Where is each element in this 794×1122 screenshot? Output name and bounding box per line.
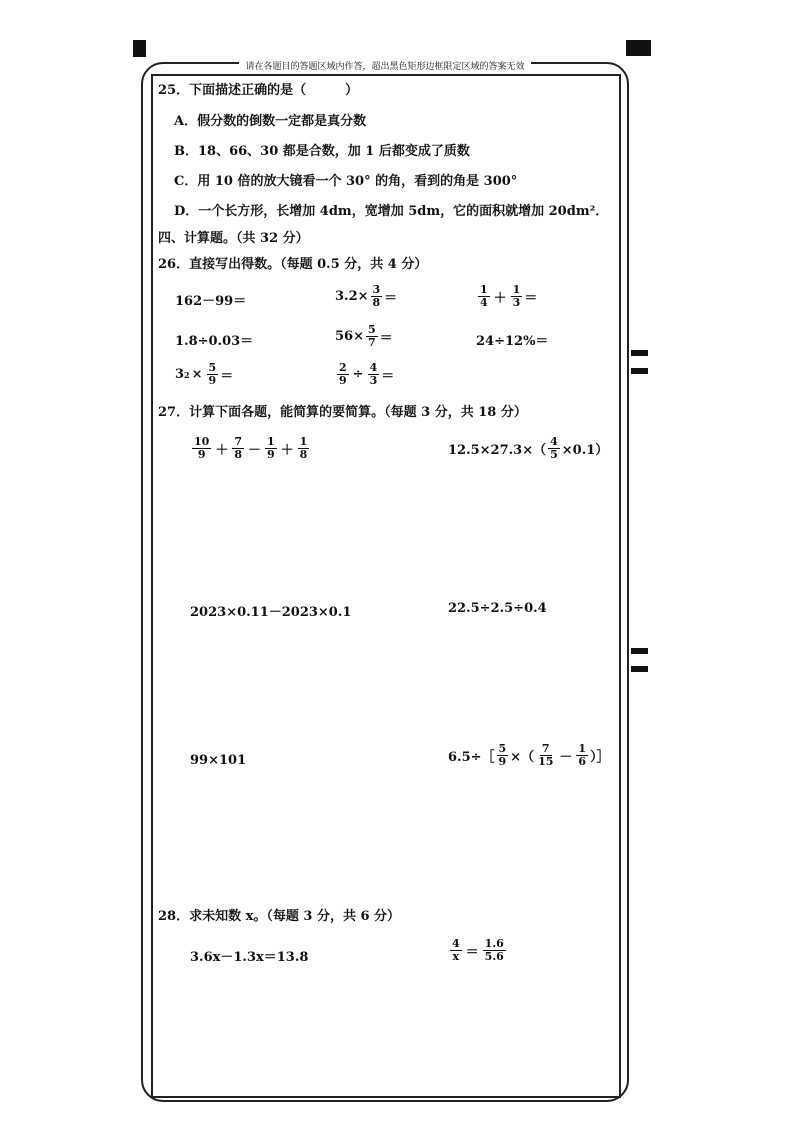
- side-mark-1: [631, 350, 648, 356]
- q26-expr-1: 162－99＝: [175, 293, 247, 309]
- q26-expr-8: $\frac{2}{9}$ ÷ $\frac{4}{3}$ ＝: [339, 361, 395, 387]
- side-mark-3: [631, 648, 648, 654]
- q26-expr-4: 1.8÷0.03＝: [175, 333, 254, 349]
- section-4-heading: 四、计算题。（共 32 分）: [158, 231, 309, 246]
- side-mark-4: [631, 666, 648, 672]
- q26-expr-6: 24÷12%＝: [476, 333, 549, 349]
- answer-area-notice: 请在各题目的答题区域内作答，超出黑色矩形边框限定区域的答案无效: [141, 61, 629, 74]
- q27-stem: 27．计算下面各题，能简算的要简算。（每题 3 分，共 18 分）: [158, 405, 527, 420]
- q25-option-d: D．一个长方形，长增加 4dm，宽增加 5dm，它的面积就增加 20dm²．: [174, 204, 609, 219]
- registration-mark-top-right: [626, 40, 651, 56]
- q28-expr-a: 3.6x－1.3x＝13.8: [190, 950, 309, 965]
- q26-stem: 26．直接写出得数。（每题 0.5 分，共 4 分）: [158, 257, 428, 272]
- q28-stem: 28．求未知数 x。（每题 3 分，共 6 分）: [158, 909, 401, 924]
- q27-expr-b: 12.5×27.3×（ $\frac{4}{5}$ ×0.1）: [448, 435, 609, 461]
- q27-expr-f: 6.5÷［ $\frac{5}{9}$ ×（ $\frac{7}{15}$ － $\frac{1}{6}$ ）］: [448, 742, 610, 768]
- q25-stem: 25．下面描述正确的是（ ）: [158, 83, 359, 98]
- side-mark-2: [631, 368, 648, 374]
- q25-option-b: B．18、66、30 都是合数，加 1 后都变成了质数: [174, 144, 470, 159]
- q25-option-c: C．用 10 倍的放大镜看一个 30° 的角，看到的角是 300°: [174, 174, 518, 189]
- q28-expr-b: $\frac{4}{x}$ ＝ $\frac{1.6}{5.6}$: [452, 937, 504, 963]
- q27-expr-d: 22.5÷2.5÷0.4: [448, 601, 547, 616]
- q27-expr-e: 99×101: [190, 753, 247, 768]
- q27-expr-c: 2023×0.11－2023×0.1: [190, 605, 352, 620]
- answer-frame-inner: [151, 74, 621, 1098]
- q27-expr-a: $\frac{10}{9}$ ＋ $\frac{7}{8}$ － $\frac{1}{9}$ ＋ $\frac{1}{8}$: [194, 435, 308, 461]
- q26-expr-2: 3.2× $\frac{3}{8}$ ＝: [335, 283, 398, 309]
- q26-expr-5: 56× $\frac{5}{7}$ ＝: [335, 323, 393, 349]
- registration-mark-top-left: [133, 40, 146, 57]
- q26-expr-7: 3 2 × $\frac{5}{9}$ ＝: [175, 361, 234, 387]
- q25-option-a: A．假分数的倒数一定都是真分数: [174, 114, 367, 129]
- q26-expr-3: $\frac{1}{4}$ ＋ $\frac{1}{3}$ ＝: [480, 283, 538, 309]
